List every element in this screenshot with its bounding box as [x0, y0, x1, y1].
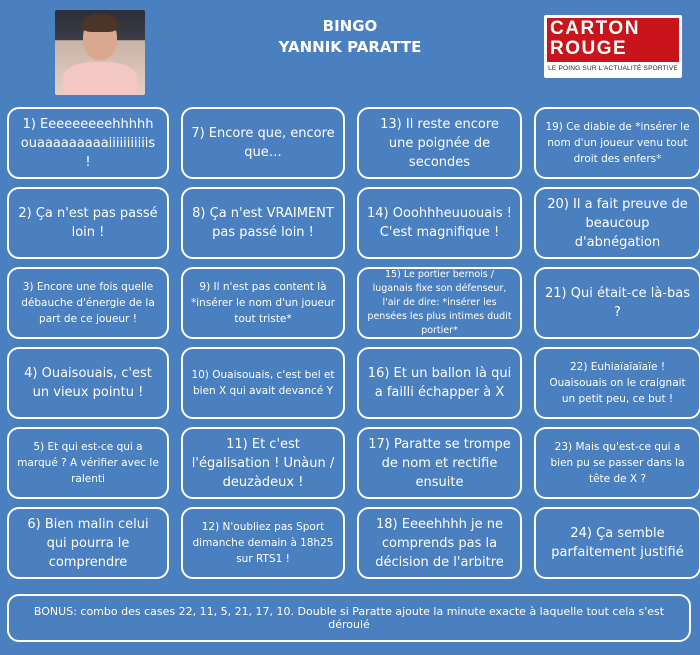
- bingo-cell[interactable]: [181, 427, 345, 499]
- bingo-cell[interactable]: [7, 267, 169, 339]
- bingo-cell[interactable]: [7, 107, 169, 179]
- bingo-cell-text: 5) Et qui est-ce qui a marqué ? A vérifier avec le ralenti: [17, 441, 159, 485]
- bingo-cell-text: 8) Ça n'est VRAIMENT pas passé loin !: [192, 206, 334, 240]
- bingo-cell[interactable]: [7, 347, 169, 419]
- logo-line-2: ROUGE: [550, 38, 628, 59]
- bingo-cell[interactable]: [357, 107, 522, 179]
- bingo-cell[interactable]: [357, 267, 522, 339]
- bingo-cell[interactable]: [181, 107, 345, 179]
- bingo-cell[interactable]: [181, 507, 345, 579]
- logo-line-1: CARTON: [550, 18, 640, 39]
- page-subtitle: YANNIK PARATTE: [278, 38, 422, 56]
- bingo-cell[interactable]: [181, 347, 345, 419]
- bingo-cell[interactable]: [7, 427, 169, 499]
- bingo-cell-text: 19) Ce diable de *insérer le nom d'un joueur venu tout droit des enfers*: [545, 121, 690, 165]
- bingo-cell[interactable]: [534, 347, 700, 419]
- bingo-cell-text: 24) Ça semble parfaitement justifié: [551, 526, 684, 560]
- bingo-cell[interactable]: [357, 187, 522, 259]
- bingo-cell[interactable]: [534, 107, 700, 179]
- bonus-text: BONUS: combo des cases 22, 11, 5, 21, 17, 10. Double si Paratte ajoute la minute exacte à laquelle tout cela s'est déroulé: [33, 605, 665, 631]
- carton-rouge-logo: [544, 15, 682, 78]
- bonus-banner: [7, 594, 691, 642]
- title-block: [230, 16, 470, 58]
- bingo-cell[interactable]: [357, 507, 522, 579]
- bingo-cell-text: 18) Eeeehhhh je ne comprends pas la décision de l'arbitre: [375, 516, 504, 570]
- bingo-cell-text: 17) Paratte se trompe de nom et rectifie ensuite: [368, 436, 511, 490]
- bingo-cell[interactable]: [357, 347, 522, 419]
- bingo-cell-text: 14) Ooohhheuuouais ! C'est magnifique !: [367, 206, 512, 240]
- bingo-cell-text: 2) Ça n'est pas passé loin !: [18, 206, 158, 240]
- bingo-cell-text: 13) Il reste encore une poignée de secondes: [380, 116, 499, 170]
- bingo-cell-text: 10) Ouaisouais, c'est bel et bien X qui avait devancé Y: [191, 369, 335, 397]
- bingo-cell[interactable]: [7, 187, 169, 259]
- bingo-cell[interactable]: [181, 187, 345, 259]
- bingo-cell[interactable]: [357, 427, 522, 499]
- bingo-cell-text: 23) Mais qu'est-ce qui a bien pu se passer dans la tête de X ?: [550, 441, 685, 485]
- bingo-cell-text: 11) Et c'est l'égalisation ! Unàun / deuzàdeux !: [191, 436, 335, 490]
- bingo-cell-text: 7) Encore que, encore que…: [191, 126, 335, 160]
- bingo-cell-text: 4) Ouaisouais, c'est un vieux pointu !: [24, 366, 152, 400]
- bingo-cell-text: 1) Eeeeeeeeehhhhh ouaaaaaaaaaiiiiiiiiiiis !: [20, 116, 156, 170]
- bingo-cell-text: 12) N'oubliez pas Sport dimanche demain à 18h25 sur RTS1 !: [192, 521, 334, 565]
- presenter-photo: [55, 10, 145, 95]
- photo-hair: [81, 14, 119, 32]
- photo-shirt: [63, 62, 137, 95]
- bingo-cell-text: 20) Il a fait preuve de beaucoup d'abnégation: [547, 196, 688, 250]
- bingo-cell-text: 22) Euhiaïaïaïaïe ! Ouaisouais on le craignait un petit peu, ce but !: [549, 361, 686, 405]
- bingo-grid: [7, 107, 700, 579]
- bingo-cell-text: 21) Qui était-ce là-bas ?: [545, 286, 690, 320]
- bingo-cell-text: 16) Et un ballon là qui a failli échapper à X: [367, 366, 512, 400]
- bingo-cell[interactable]: [181, 267, 345, 339]
- bingo-cell[interactable]: [534, 267, 700, 339]
- bingo-cell[interactable]: [534, 427, 700, 499]
- bingo-cell-text: 15) Le portier bernois / luganais fixe son défenseur, l'air de dire: *insérer les pensées les plus intimes dudit portier*: [367, 269, 512, 336]
- bingo-cell-text: 6) Bien malin celui qui pourra le comprendre: [27, 516, 149, 570]
- bingo-cell-text: 3) Encore une fois quelle débauche d'énergie de la part de ce joueur !: [21, 281, 155, 325]
- bingo-cell[interactable]: [534, 507, 700, 579]
- bingo-cell-text: 9) Il n'est pas content là *insérer le nom d'un joueur tout triste*: [191, 281, 335, 325]
- page-title: BINGO: [322, 17, 378, 35]
- logo-tagline: LE POING SUR L'ACTUALITÉ SPORTIVE: [548, 65, 678, 72]
- bingo-cell[interactable]: [7, 507, 169, 579]
- bingo-cell[interactable]: [534, 187, 700, 259]
